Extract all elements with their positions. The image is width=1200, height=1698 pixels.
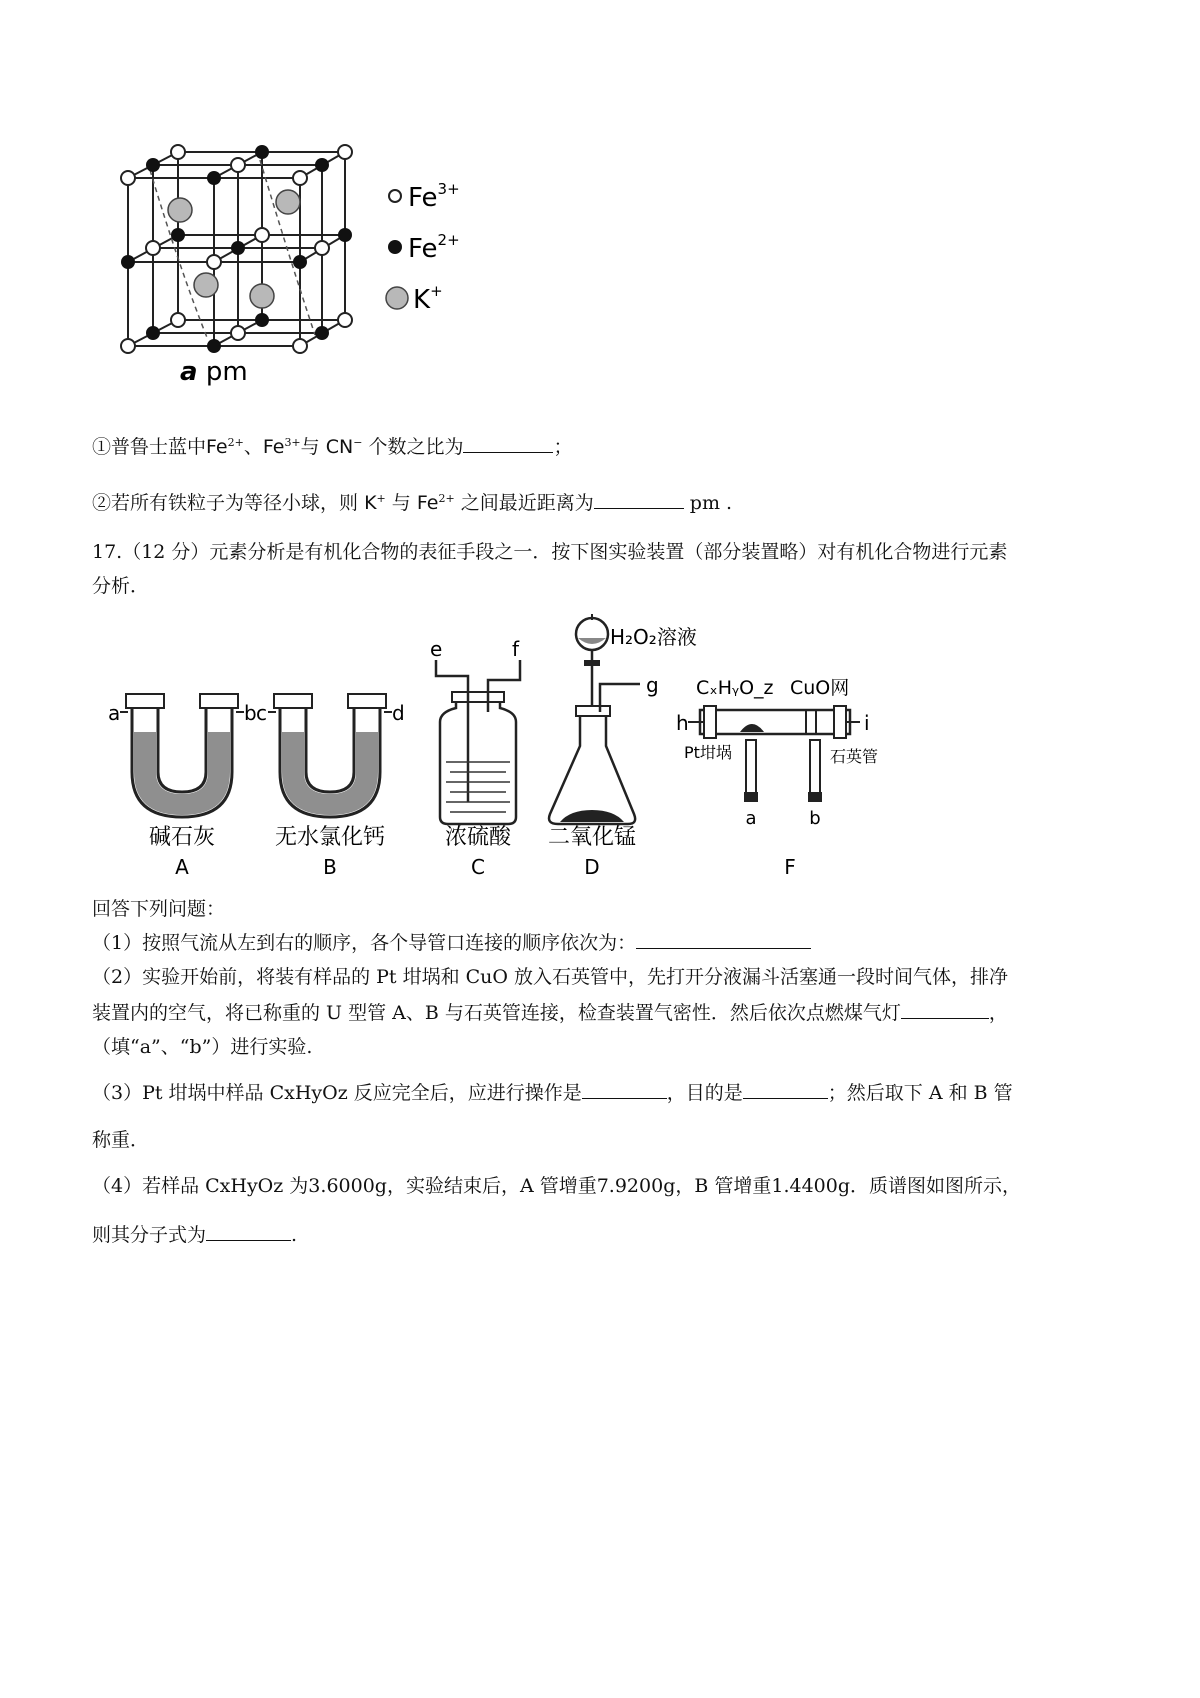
q17-intro-line2: 分析． [92, 575, 150, 597]
apparatus-c-wash-bottle [430, 637, 520, 879]
apparatus-f-quartz-tube [676, 677, 878, 879]
q17-part3-line2: 称重． [92, 1129, 150, 1151]
sample-formula-label: CₓHᵧO_z [696, 677, 774, 699]
legend-fe3-label: $Fe^{3+}$ [408, 180, 460, 213]
q17-intro-line1: 17.（12 分）元素分析是有机化合物的表征手段之一．按下图实验装置（部分装置略）对有机化合物进行元素 [92, 541, 1008, 563]
burner-a-label: a [745, 808, 757, 829]
legend-fe3-marker [389, 190, 401, 202]
apparatus-figure [100, 612, 920, 882]
port-c-label: c [256, 701, 267, 725]
q17-part2-line1: （2）实验开始前，将装有样品的 Pt 坩埚和 CuO 放入石英管中，先打开分液漏斗活塞通一段时间气体，排净 [92, 966, 1009, 988]
reagent-d-label: 二氧化锰 [547, 825, 637, 850]
apparatus-b-u-tube [256, 694, 405, 879]
crystal-structure-figure [90, 130, 510, 390]
q17-part3-operation-blank[interactable] [582, 1078, 667, 1099]
q17-part2-answer-blank[interactable] [901, 998, 989, 1019]
legend-fe2-label: $Fe^{2+}$ [408, 231, 460, 264]
q17-part3-purpose-blank[interactable] [743, 1078, 828, 1099]
apparatus-c-letter: C [471, 855, 485, 879]
q17-part4-answer-blank[interactable] [206, 1220, 291, 1241]
q17-part2-line2: 装置内的空气，将已称重的 U 型管 A、B 与石英管连接，检查装置气密性．然后依次点燃煤气灯 ， [92, 998, 1008, 1027]
port-h-label: h [676, 711, 689, 735]
port-d-label: d [392, 701, 405, 725]
q17-part3-line1: （3）Pt 坩埚中样品 CxHyOz 反应完全后，应进行操作是 ，目的是 ；然后取下 A 和 B 管 [92, 1078, 1013, 1107]
apparatus-b-letter: B [323, 855, 337, 879]
reagent-b-label: 无水氯化钙 [274, 825, 386, 850]
legend-fe2-marker [388, 240, 402, 254]
q17-part1: （1）按照气流从左到右的顺序，各个导管口连接的顺序依次为： [92, 928, 811, 957]
legend-k-marker [386, 287, 408, 309]
apparatus-d-flask [548, 614, 697, 879]
legend-k-label: K+ [413, 282, 443, 315]
edge-length-label: a pm [180, 357, 248, 387]
q16-sub2-answer-blank[interactable] [594, 488, 684, 509]
q17-answer-prompt: 回答下列问题： [92, 898, 226, 920]
funnel-h2o2-label: H₂O₂溶液 [610, 625, 697, 649]
q16-sub1-answer-blank[interactable] [463, 432, 553, 453]
apparatus-a-letter: A [175, 855, 189, 879]
q17-part4-line1: （4）若样品 CxHyOz 为3.6000g，实验结束后，A 管增重7.9200g，B 管增重1.4400g．质谱图如图所示， [92, 1175, 1022, 1197]
q17-part2-line3: （填“a”、“b”）进行实验. [92, 1036, 313, 1058]
cuo-net-label: CuO网 [790, 677, 850, 699]
q17-part4-line2: 则其分子式为 . [92, 1220, 297, 1249]
q17-part1-answer-blank[interactable] [636, 928, 811, 949]
apparatus-a-u-tube [108, 694, 257, 879]
burner-b-label: b [809, 808, 821, 829]
port-e-label: e [430, 637, 443, 661]
apparatus-d-letter: D [584, 855, 600, 879]
q16-sub1: ①普鲁士蓝中$Fe^{2+}$、$Fe^{3+}$与 CN− 个数之比为 ； [92, 432, 573, 461]
port-a-label: a [108, 701, 121, 725]
port-i-label: i [864, 711, 870, 735]
reagent-c-label: 浓硫酸 [444, 825, 512, 850]
port-b-label: b [244, 701, 257, 725]
apparatus-f-letter: F [784, 855, 796, 879]
quartz-tube-label: 石英管 [830, 747, 879, 766]
reagent-a-label: 碱石灰 [148, 825, 216, 850]
port-g-label: g [646, 673, 659, 697]
port-f-label: f [512, 637, 520, 661]
q16-sub2: ②若所有铁粒子为等径小球，则 K+ 与 $Fe^{2+}$ 之间最近距离为 pm . [92, 488, 732, 517]
pt-crucible-label: Pt坩埚 [684, 743, 732, 762]
